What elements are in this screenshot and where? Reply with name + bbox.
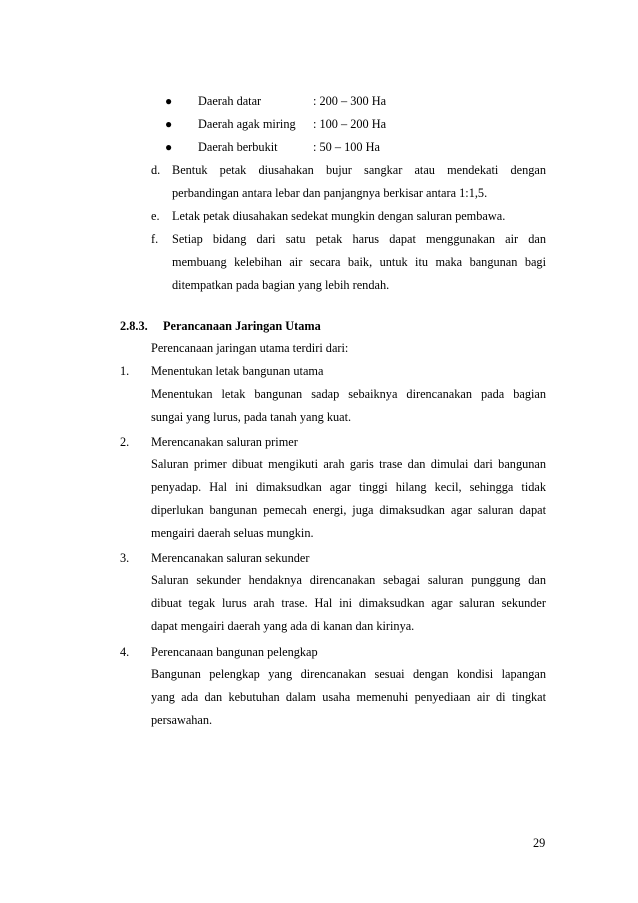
bullet-icon: ● — [165, 117, 173, 131]
section-title: Perancanaan Jaringan Utama — [163, 319, 321, 333]
point-text: Saluran sekunder hendaknya direncanakan sebagai saluran punggung dan — [151, 573, 546, 587]
point-heading: Merencanakan saluran primer — [151, 435, 298, 449]
point-heading: Perencanaan bangunan pelengkap — [151, 645, 318, 659]
point-heading: Menentukan letak bangunan utama — [151, 364, 324, 378]
bullet-label: Daerah berbukit — [198, 140, 278, 154]
item-marker: f. — [151, 232, 159, 246]
item-text: Letak petak diusahakan sedekat mungkin dengan saluran pembawa. — [172, 209, 506, 223]
bullet-icon: ● — [165, 140, 173, 154]
bullet-value: : 200 – 300 Ha — [313, 94, 387, 108]
page-number: 29 — [533, 836, 546, 850]
item-text: Setiap bidang dari satu petak harus dapat menggunakan air dan — [172, 232, 546, 246]
point-text: Bangunan pelengkap yang direncanakan sesuai dengan kondisi lapangan — [151, 667, 546, 681]
bullet-value: : 100 – 200 Ha — [313, 117, 387, 131]
point-text: penyadap. Hal ini dimaksudkan agar tinggi hilang kecil, sehingga tidak — [151, 480, 546, 494]
bullet-icon: ● — [165, 94, 173, 108]
point-number: 4. — [120, 645, 130, 659]
item-text: membuang kelebihan air secara baik, untuk itu maka bangunan bagi — [172, 255, 546, 269]
point-text: dibuat tegak lurus arah trase. Hal ini dimaksudkan agar saluran sekunder — [151, 596, 546, 610]
section-intro: Perencanaan jaringan utama terdiri dari: — [151, 341, 349, 355]
point-number: 1. — [120, 364, 130, 378]
point-text: diperlukan bangunan pemecah energi, juga dimaksudkan agar saluran dapat — [151, 503, 546, 517]
bullet-value: : 50 – 100 Ha — [313, 140, 380, 154]
bullet-label: Daerah datar — [198, 94, 262, 108]
item-marker: e. — [151, 209, 160, 223]
point-text: yang ada dan kebutuhan dalam usaha memenuhi penyediaan air di tingkat — [151, 690, 546, 704]
item-text: Bentuk petak diusahakan bujur sangkar atau mendekati dengan — [172, 163, 546, 177]
point-text: dapat mengairi daerah yang ada di kanan dan kirinya. — [151, 619, 415, 633]
point-text: persawahan. — [151, 713, 213, 727]
point-text: Saluran primer dibuat mengikuti arah garis trase dan dimulai dari bangunan — [151, 457, 546, 471]
item-text: perbandingan antara lebar dan panjangnya berkisar antara 1:1,5. — [172, 186, 488, 200]
point-text: mengairi daerah seluas mungkin. — [151, 526, 314, 540]
point-text: Menentukan letak bangunan sadap sebaiknya direncanakan pada bagian — [151, 387, 546, 401]
item-text: ditempatkan pada bagian yang lebih rendah. — [172, 278, 390, 292]
bullet-label: Daerah agak miring — [198, 117, 296, 131]
point-heading: Merencanakan saluran sekunder — [151, 551, 310, 565]
point-number: 3. — [120, 551, 130, 565]
section-number: 2.8.3. — [120, 319, 148, 333]
point-text: sungai yang lurus, pada tanah yang kuat. — [151, 410, 352, 424]
item-marker: d. — [151, 163, 161, 177]
point-number: 2. — [120, 435, 130, 449]
